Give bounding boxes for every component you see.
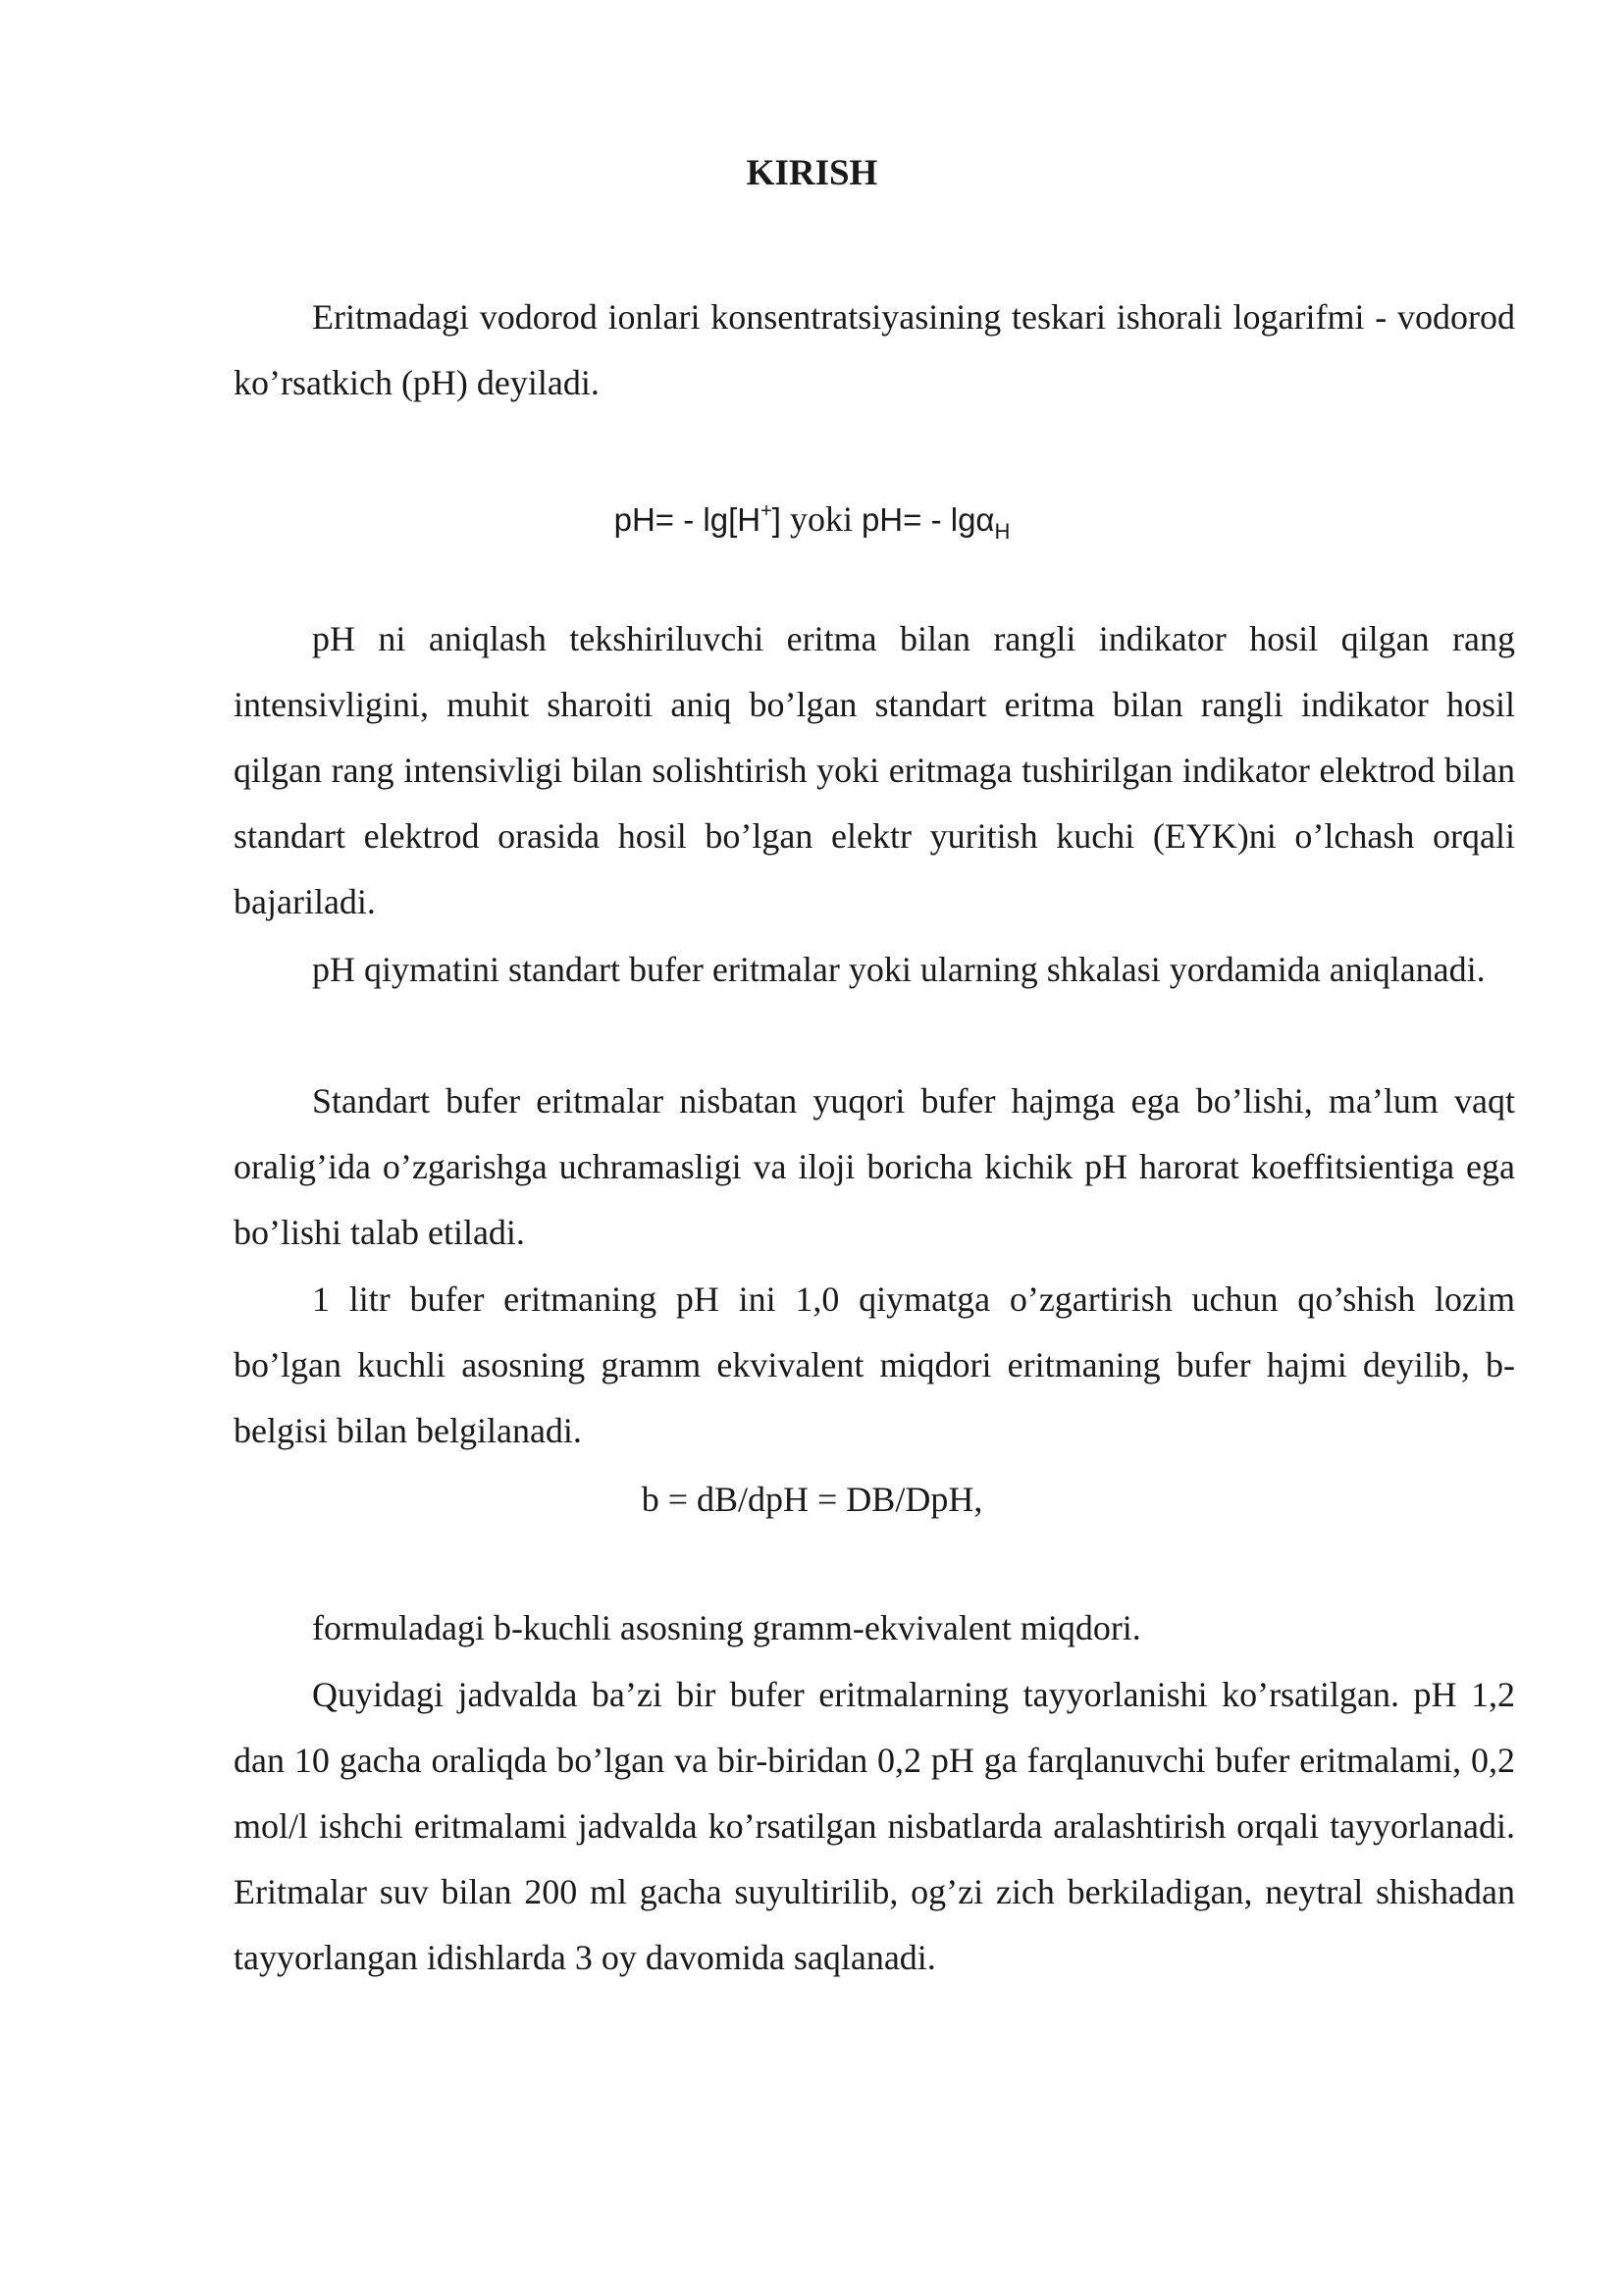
paragraph-buffer-capacity: 1 litr bufer eritmaning pH ini 1,0 qiymatga o’zgartirish uchun qo’shish lozim bo’lgan kuchli asosning gramm ekvivalent miqdori eritmaning bufer hajmi deyilib, b-belgisi bilan belgilanadi.: [234, 1279, 1515, 1450]
formula-ph-subscript: H: [994, 519, 1011, 544]
paragraph-ph-buffer: pH qiymatini standart bufer eritmalar yoki ularning shkalasi yordamida aniqlanadi.: [312, 950, 1486, 989]
paragraph-ph-definition: Eritmadagi vodorod ionlari konsentratsiyasining teskari ishorali logarifmi - vodorod ko’rsatkich (pH) deyiladi.: [234, 297, 1515, 402]
paragraph-formula-explanation: formuladagi b-kuchli asosning gramm-ekvivalent miqdori.: [312, 1608, 1141, 1647]
formula-ph-part2: pH= - lgα: [861, 501, 995, 538]
formula-ph-bracket: ]: [771, 501, 781, 538]
page-title: KIRISH: [746, 153, 878, 193]
formula-buffer-capacity: b = dB/dpH = DB/DpH,: [641, 1480, 983, 1519]
paragraph-standard-buffer: Standart bufer eritmalar nisbatan yuqori bufer hajmga ega bo’lishi, ma’lum vaqt oralig’ida o’zgarishga uchramasligi va iloji boricha kichik pH harorat koeffitsientiga ega bo’lishi talab etiladi.: [234, 1081, 1515, 1252]
formula-ph: [0, 487, 1624, 556]
paragraph-ph-measurement: pH ni aniqlash tekshiriluvchi eritma bilan rangli indikator hosil qilgan rang intensivligini, muhit sharoiti aniq bo’lgan standart eritma bilan rangli indikator hosil qilgan rang intensivligi bilan solishtirish yoki eritmaga tushirilgan indikator elektrod bilan standart elektrod orasida hosil bo’lgan elektr yuritish kuchi (EYK)ni o’lchash orqali bajariladi.: [234, 619, 1515, 921]
formula-ph-superscript: +: [760, 500, 772, 522]
paragraph-buffer-preparation: Quyidagi jadvalda ba’zi bir bufer eritmalarning tayyorlanishi ko’rsatilgan. pH 1,2 dan 10 gacha oraliqda bo’lgan va bir-biridan 0,2 pH ga farqlanuvchi bufer eritmalami, 0,2 mol/l ishchi eritmalami jadvalda ko’rsatilgan nisbatlarda aralashtirish orqali tayyorlanadi. Eritmalar suv bilan 200 ml gacha suyultirilib, og’zi zich berkiladigan, neytral shishadan tayyorlangan idishlarda 3 oy davomida saqlanadi.: [234, 1675, 1515, 1977]
formula-ph-part1: pH= - lg[H: [613, 501, 761, 538]
formula-ph-connector: yoki: [780, 499, 862, 539]
